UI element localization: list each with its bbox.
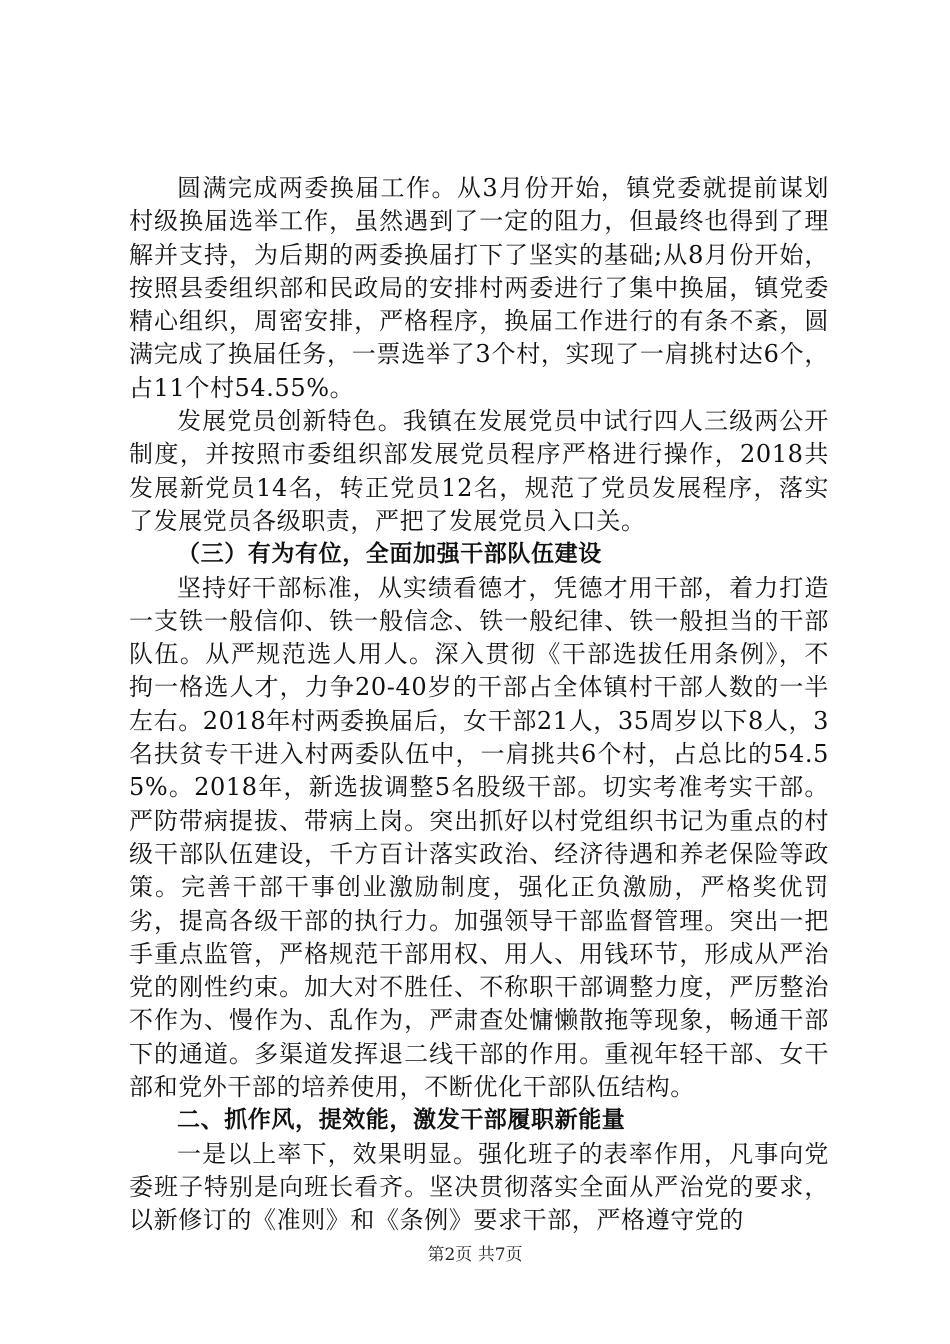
section-heading-work-style: 二、抓作风，提效能，激发干部履职新能量 (177, 1107, 626, 1134)
section-heading-cadre-team: （三）有为有位，全面加强干部队伍建设 (177, 541, 602, 568)
paragraph-cadre-standards: 坚持好干部标准，从实绩看德才，凭德才用干部，着力打造一支铁一般信仰、铁一般信念、铁一般纪律、铁一般担当的干部队伍。从严规范选人用人。深入贯彻《干部选拔任用条例》，不拘一格选人才，力争20-40岁的干部占全体镇村干部人数的一半左右。2018年村两委换届后，女干部21人，35周岁以下8人，3名扶贫专干进入村两委队伍中，一肩挑共6个村，占总比的54.55%。2018年，新选拔调整5名股级干部。切实考准考实干部。严防带病提拔、带病上岗。突出抓好以村党组织书记为重点的村级干部队伍建设，千方百计落实政治、经济待遇和养老保险等政策。完善干部干事创业激励制度，强化正负激励，严格奖优罚劣，提高各级干部的执行力。加强领导干部监督管理。突出一把手重点监管，严格规范干部用权、用人、用钱环节，形成从严治党的刚性约束。加大对不胜任、不称职干部调整力度，严厉整治不作为、慢作为、乱作为，严肃查处慵懒散拖等现象，畅通干部下的通道。多渠道发挥退二线干部的作用。重视年轻干部、女干部和党外干部的培养使用，不断优化干部队伍结构。 (129, 573, 829, 1102)
paragraph-party-members: 发展党员创新特色。我镇在发展党员中试行四人三级两公开制度，并按照市委组织部发展党员程序严格进行操作，2018共发展新党员14名，转正党员12名，规范了党员发展程序，落实了发展党员各级职责，严把了发展党员入口关。 (129, 407, 829, 535)
document-body (129, 172, 829, 1238)
paragraph-lead-by-example: 一是以上率下，效果明显。强化班子的表率作用，凡事向党委班子特别是向班长看齐。坚决贯彻落实全面从严治党的要求，以新修订的《准则》和《条例》要求干部，严格遵守党的 (129, 1139, 829, 1235)
page-footer: 第2页 共7页 (427, 1245, 523, 1265)
paragraph-election: 圆满完成两委换届工作。从3月份开始，镇党委就提前谋划村级换届选举工作，虽然遇到了一定的阻力，但最终也得到了理解并支持，为后期的两委换届打下了坚实的基础;从8月份开始，按照县委组织部和民政局的安排村两委进行了集中换届，镇党委精心组织，周密安排，严格程序，换届工作进行的有条不紊，圆满完成了换届任务，一票选举了3个村，实现了一肩挑村达6个，占11个村54.55%。 (129, 174, 829, 402)
